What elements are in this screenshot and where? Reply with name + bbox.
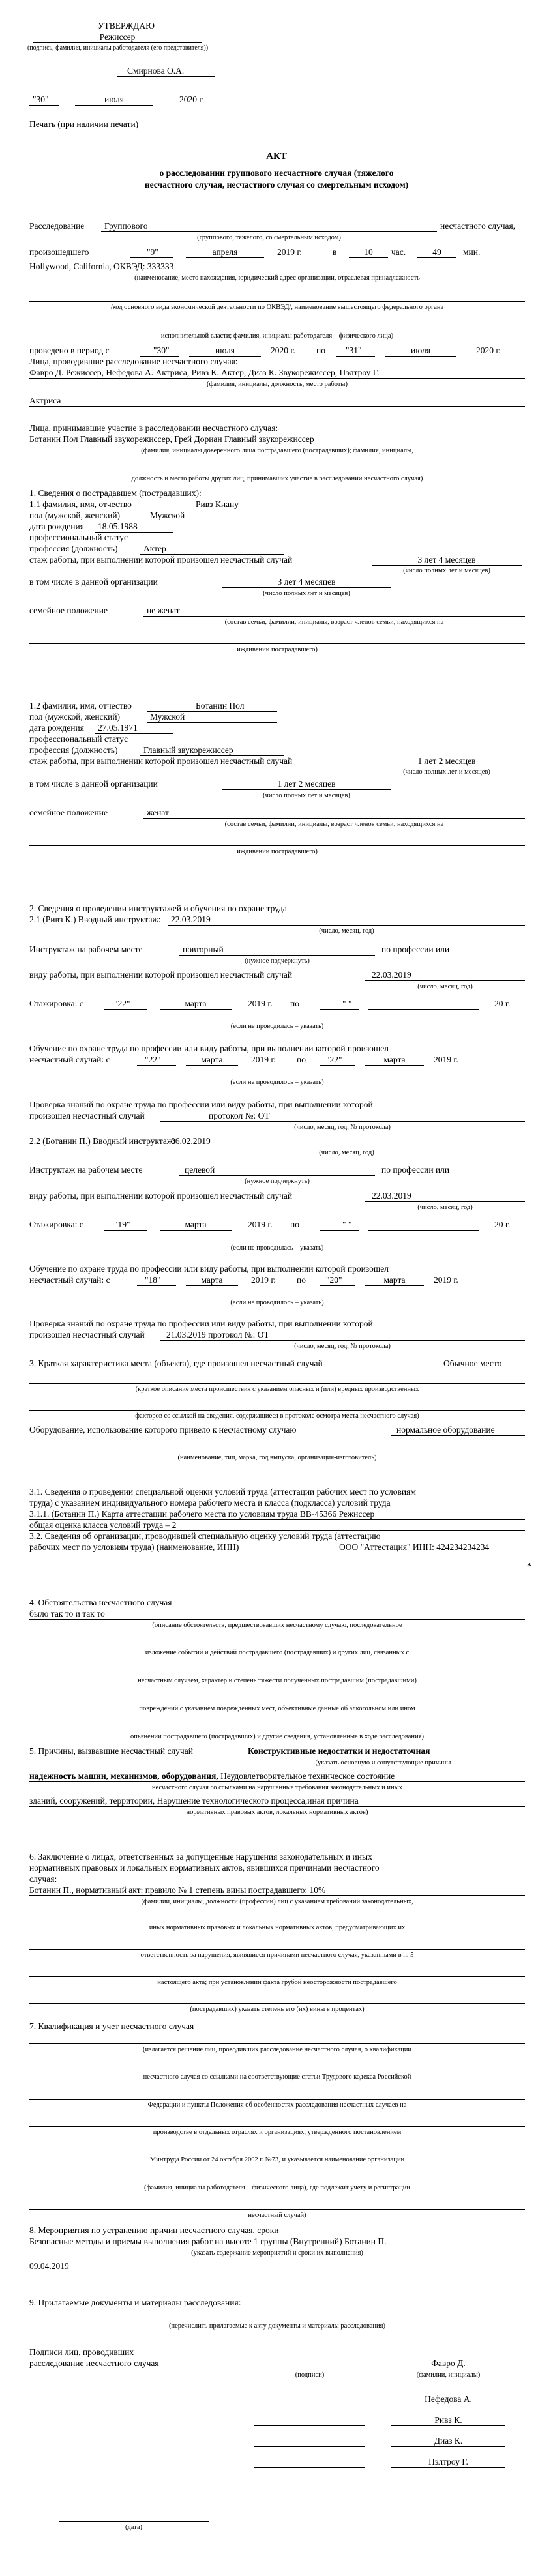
period-from-month: июля <box>215 345 235 355</box>
briefing-2-intern-month-line <box>160 1230 232 1231</box>
victim-1-birth-label: дата рождения <box>29 521 84 531</box>
briefing-2-training-caption: (если не проводилось – указать) <box>230 1299 324 1306</box>
section4-caption-2: изложение событий и действий пострадавшего (пострадавших) и других лиц, связанных с <box>145 1649 410 1656</box>
section3-line-2 <box>29 1383 525 1384</box>
approve-role: Режиссер <box>99 32 136 42</box>
briefing-1-training-day: "22" <box>145 1055 161 1064</box>
briefing-1-training-to-month: марта <box>383 1055 406 1064</box>
briefing-1-workplace-label: Инструктаж на рабочем месте <box>29 944 143 954</box>
period-to-month-line <box>385 356 456 357</box>
briefing-2-intern-to-year: 20 г. <box>494 1220 511 1229</box>
briefing-1-intern-caption: (если не проводилась – указать) <box>230 1023 324 1030</box>
briefing-1-training-to-month-line <box>365 1065 424 1066</box>
approve-name-line <box>117 76 215 77</box>
victim-1-family-caption-2: иждивении пострадавшего) <box>237 646 318 653</box>
signature-line-5 <box>254 2467 365 2468</box>
briefing-1-check-line <box>160 1121 525 1122</box>
victim-1-exp: 3 лет 4 месяцев <box>417 555 476 564</box>
victim-2-exp: 1 лет 2 месяцев <box>417 756 476 766</box>
briefing-2-workplace-label: Инструктаж на рабочем месте <box>29 1165 143 1175</box>
section8-caption: (указать содержание мероприятий и сроки их выполнения) <box>191 2249 363 2257</box>
briefing-2-training-to-day-line <box>320 1285 355 1286</box>
members-more: Актриса <box>29 396 61 405</box>
victim-2-family-caption-1: (состав семьи, фамилии, инициалы, возраст членов семьи, находящихся на <box>224 821 444 828</box>
signatory-4: Диаз К. <box>434 2436 463 2446</box>
name-caption: (фамилии, инициалы) <box>416 2371 481 2378</box>
briefing-2-training-to-month-line <box>365 1285 424 1286</box>
briefing-1-workplace-caption: (нужное подчеркнуть) <box>245 958 310 965</box>
occurred-year: 2019 г. <box>277 247 302 257</box>
victim-1-org-exp: 3 лет 4 месяцев <box>277 577 336 587</box>
occurred-label: произошедшего <box>29 247 89 257</box>
briefing-2-check-line <box>160 1340 525 1341</box>
briefing-1-kind-date: 22.03.2019 <box>372 970 411 980</box>
section7-line-7 <box>29 2209 525 2210</box>
victim-1-family-caption-1: (состав семьи, фамилии, инициалы, возраст членов семьи, находящихся на <box>224 619 444 626</box>
section6-caption-2: иных нормативных правовых и локальных нормативных актов, предусматривающих их <box>149 1924 406 1931</box>
approve-stamp: Печать (при наличии печати) <box>29 119 139 129</box>
section3-label: 3. Краткая характеристика места (объекта), где произошел несчастный случай <box>29 1358 323 1368</box>
victim-2-family-line-2 <box>29 845 525 846</box>
section9-label: 9. Прилагаемые документы и материалы расследования: <box>29 2298 241 2307</box>
participants-value: Ботанин Пол Главный звукорежиссер, Грей Дориан Главный звукорежиссер <box>29 434 314 444</box>
briefing-2-intern-to-day: " " <box>342 1220 352 1229</box>
victim-2-status-label: профессиональный статус <box>29 734 128 744</box>
briefing-1-workplace-line <box>179 955 375 956</box>
victim-2-name: Ботанин Пол <box>196 701 245 710</box>
briefing-2-kind-label: виду работы, при выполнении которой произошел несчастный случай <box>29 1191 293 1201</box>
signatures-label-2: расследование несчастного случая <box>29 2358 159 2368</box>
victim-1-name: Ривз Киану <box>196 499 239 509</box>
briefing-1-kind-caption: (число, месяц, год) <box>417 983 473 990</box>
victim-1-family-line-2 <box>29 643 525 644</box>
victim-2-org-exp: 1 лет 2 месяцев <box>277 779 336 789</box>
section8-label: 8. Мероприятия по устранению причин несчастного случая, сроки <box>29 2225 279 2235</box>
equipment-label: Оборудование, использование которого привело к несчастному случаю <box>29 1425 297 1435</box>
occurred-month-line <box>186 257 264 258</box>
section6-caption-4: настоящего акта; при установлении факта грубой неосторожности пострадавшего <box>157 1979 397 1986</box>
briefing-2-training-label-2: несчастный случай: с <box>29 1275 110 1285</box>
section7-caption-2: несчастного случая со ссылками на соответствующие статьи Трудового кодекса Российской <box>143 2073 411 2081</box>
briefing-2-check-caption: (число, месяц, год, № протокола) <box>294 1343 391 1350</box>
victim-1-exp-line <box>372 565 522 566</box>
victim-1-position-label: профессия (должность) <box>29 544 118 553</box>
briefing-1-intern-to-year: 20 г. <box>494 999 511 1008</box>
briefing-1-training-to-year: 2019 г. <box>434 1055 458 1064</box>
occurred-hour: 10 <box>364 247 373 257</box>
section9-caption: (перечислить прилагаемые к акту документы и материалы расследования) <box>169 2322 385 2330</box>
victim-2-sex: Мужской <box>150 712 185 722</box>
section6-line-3 <box>29 1949 525 1950</box>
signatory-3: Ривз К. <box>434 2415 462 2425</box>
occurred-month: апреля <box>212 247 238 257</box>
signatures-label-1: Подписи лиц, проводивших <box>29 2347 134 2357</box>
signature-caption: (подписи) <box>295 2371 325 2378</box>
section4-caption-5: опьянении пострадавшего (пострадавших) и другие сведения, установленные в ходе расследования) <box>130 1733 424 1740</box>
briefing-2-workplace: целевой <box>185 1165 215 1175</box>
okved-caption: /код основного вида экономической деятельности по ОКВЭД/, наименование вышестоящего федерального органа <box>110 304 444 311</box>
date-line <box>59 2521 209 2522</box>
section5-caption-1: (указать основную и сопутствующие причины <box>315 1759 451 1766</box>
briefing-2-intern-day-line <box>104 1230 147 1231</box>
section6-label-3: случая: <box>29 1874 57 1884</box>
briefing-1-intern-to-month-line <box>368 1009 479 1010</box>
section6-label-2: нормативных правовых и локальных нормативных актов, явившихся причинами несчастного <box>29 1863 380 1873</box>
investigation-value: Группового <box>104 221 148 231</box>
act-title: АКТ <box>266 151 287 162</box>
signatory-3-line <box>391 2425 505 2426</box>
section312: общая оценка класса условий труда – 2 <box>29 1520 177 1530</box>
occurred-day-line <box>130 257 173 258</box>
briefing-2-training-month-line <box>186 1285 238 1286</box>
victim-2-org-exp-line <box>222 789 391 790</box>
briefing-1-intern-year: 2019 г. <box>248 999 273 1008</box>
participants-caption-1: (фамилия, инициалы доверенного лица пострадавшего (пострадавших); фамилия, инициалы, <box>141 447 413 454</box>
signatory-5-line <box>391 2467 505 2468</box>
briefing-1-kind-line <box>365 980 525 981</box>
occurred-day: "9" <box>147 247 158 257</box>
briefing-2-intern-day: "19" <box>114 1220 130 1229</box>
section7-caption-7: несчастный случай) <box>248 2212 306 2219</box>
briefing-2-intro-caption: (число, месяц, год) <box>319 1149 374 1156</box>
briefing-1-training-year: 2019 г. <box>251 1055 276 1064</box>
briefing-1-training-month-line <box>186 1065 238 1066</box>
briefing-1-intro-caption: (число, месяц, год) <box>319 928 374 935</box>
victim-2-family: женат <box>147 808 169 817</box>
occurred-hour-unit: час. <box>391 247 406 257</box>
victim-2-position: Главный звукорежиссер <box>143 745 233 755</box>
section5-line-2-bold: надежность машин, механизмов, оборудования, <box>29 1771 218 1781</box>
briefing-2-training-to-year: 2019 г. <box>434 1275 458 1285</box>
members-line <box>29 378 525 379</box>
victim-1-sex: Мужской <box>150 510 185 520</box>
briefing-1-check: протокол №: ОТ <box>209 1111 270 1120</box>
briefing-2-training-to-month: марта <box>383 1275 406 1285</box>
section4-value: было так то и так то <box>29 1609 105 1618</box>
briefing-1-intro-label: 2.1 (Ривз К.) Вводный инструктаж: <box>29 915 161 924</box>
victim-1-org-exp-line <box>222 587 391 588</box>
victim-2-birth: 27.05.1971 <box>98 723 138 733</box>
briefing-2-workplace-tail: по профессии или <box>381 1165 450 1175</box>
section8-value: Безопасные методы и приемы выполнения работ на высоте 1 группы (Внутренний) Ботанин П. <box>29 2236 387 2246</box>
briefing-1-intern-to: по <box>290 999 299 1008</box>
briefing-1-training-caption: (если не проводилось – указать) <box>230 1079 324 1086</box>
section7-label: 7. Квалификация и учет несчастного случая <box>29 2021 194 2031</box>
victim-1-family-line <box>143 616 525 617</box>
briefing-2-kind-caption: (число, месяц, год) <box>417 1204 473 1211</box>
section311: 3.1.1. (Ботанин П.) Карта аттестации рабочего места по условиям труда ВВ-45366 Режиссер <box>29 1509 375 1519</box>
victim-2-position-label: профессия (должность) <box>29 745 118 755</box>
victim-1-position: Актер <box>143 544 166 553</box>
period-to-month: июля <box>411 345 430 355</box>
victim-2-exp-label: стаж работы, при выполнении которой произошел несчастный случай <box>29 756 293 766</box>
section6-line-4 <box>29 1976 525 1977</box>
section6-caption-1: (фамилии, инициалы, должности (профессии) лиц с указанием требований законодательных, <box>141 1898 413 1905</box>
section7-caption-1: (излагается решение лиц, проводивших расследование несчастного случая, о квалификации <box>142 2046 411 2053</box>
signatory-5: Пэлтроу Г. <box>428 2457 468 2466</box>
occurred-minute: 49 <box>432 247 441 257</box>
section6-line-5 <box>29 2003 525 2004</box>
section4-caption-4: повреждений с указанием поврежденных мест, объективные данные об алкогольном или ином <box>139 1705 415 1712</box>
victim-1-name-label: 1.1 фамилия, имя, отчество <box>29 499 132 509</box>
section5-caption-2: несчастного случая со ссылками на нарушенные требования законодательных и иных <box>152 1784 402 1791</box>
briefing-2-training-year: 2019 г. <box>251 1275 276 1285</box>
section5-label: 5. Причины, вызвавшие несчастный случай <box>29 1746 193 1756</box>
act-subtitle-1: о расследовании группового несчастного случая (тяжелого <box>159 168 394 178</box>
signatory-4-line <box>391 2446 505 2447</box>
briefing-1-intro-line <box>168 925 525 926</box>
victims-section-title: 1. Сведения о пострадавшем (пострадавших): <box>29 488 202 498</box>
victim-2-org-exp-caption: (число полных лет и месяцев) <box>263 792 350 799</box>
members-more-line <box>29 406 525 407</box>
briefing-1-check-label-1: Проверка знаний по охране труда по профессии или виду работы, при выполнении которой <box>29 1100 373 1109</box>
briefing-1-intern-to-day: " " <box>342 999 352 1008</box>
victim-2-birth-label: дата рождения <box>29 723 84 733</box>
briefing-2-training-month: марта <box>201 1275 223 1285</box>
section6-caption-5: (пострадавших) указать степень его (их) вины в процентах) <box>190 2006 365 2013</box>
approve-title: УТВЕРЖДАЮ <box>98 21 155 31</box>
victim-1-org-exp-caption: (число полных лет и месяцев) <box>263 590 350 597</box>
victim-1-exp-caption: (число полных лет и месяцев) <box>403 567 490 574</box>
victim-1-sex-label: пол (мужской, женский) <box>29 510 121 520</box>
period-to-year: 2020 г. <box>476 345 501 355</box>
okved-line <box>29 301 525 302</box>
period-to: по <box>316 345 325 355</box>
signature-line-3 <box>254 2425 365 2426</box>
approve-year: 2020 г <box>179 95 203 104</box>
section3-caption-2: факторов со ссылкой на сведения, содержащиеся в протоколе осмотра места несчастного случая) <box>135 1412 419 1420</box>
briefing-1-training-to-day-line <box>320 1065 355 1066</box>
signatory-2: Нефедова А. <box>425 2394 472 2404</box>
approve-month-line <box>75 105 153 106</box>
org-value: Hollywood, California, ОКВЭД: 333333 <box>29 261 174 271</box>
section7-line-3 <box>29 2099 525 2100</box>
briefing-2-training-to: по <box>297 1275 306 1285</box>
briefing-2-training-day-line <box>137 1285 176 1286</box>
briefing-2-workplace-line <box>179 1175 375 1176</box>
org-caption: (наименование, место нахождения, юридический адрес организации, отраслевая принадлежность <box>134 274 420 282</box>
briefing-1-intern-month-line <box>160 1009 232 1010</box>
victim-1-org-exp-label: в том числе в данной организации <box>29 577 158 587</box>
briefing-1-intern-day-line <box>104 1009 147 1010</box>
briefing-2-workplace-caption: (нужное подчеркнуть) <box>245 1178 310 1185</box>
section5-line-2 <box>29 1770 395 1781</box>
approve-role-line <box>33 42 202 43</box>
briefing-2-intern-caption: (если не проводилась – указать) <box>230 1244 324 1251</box>
briefing-2-intro: 06.02.2019 <box>171 1136 211 1146</box>
section6-line-1 <box>29 1895 525 1896</box>
members-caption: (фамилия, инициалы, должность, место работы) <box>207 381 348 388</box>
briefing-1-training-to: по <box>297 1055 306 1064</box>
section8-date: 09.04.2019 <box>29 2261 69 2271</box>
briefing-1-intern-to-day-line <box>320 1009 359 1010</box>
briefing-2-check: 21.03.2019 протокол №: ОТ <box>166 1330 269 1339</box>
investigation-line <box>101 231 437 232</box>
section31-line-2: труда) с указанием индивидуального номера рабочего места и класса (подкласса) условий труда <box>29 1498 391 1508</box>
date-caption: (дата) <box>125 2524 143 2531</box>
section6-value: Ботанин П., нормативный акт: правило № 1 степень вины пострадавшего: 10% <box>29 1885 326 1895</box>
briefing-1-intro: 22.03.2019 <box>171 915 211 924</box>
briefing-2-kind-date: 22.03.2019 <box>372 1191 411 1201</box>
section6-caption-3: ответственность за нарушения, явившиеся причинами несчастного случая, указанными в п. 5 <box>140 1952 414 1959</box>
briefing-1-check-label-2: произошел несчастный случай <box>29 1111 145 1120</box>
section7-caption-4: производстве в отдельных отраслях и организациях, утвержденного постановлением <box>153 2129 402 2136</box>
briefing-2-intern-label: Стажировка: с <box>29 1220 83 1229</box>
briefing-2-training-day: "18" <box>145 1275 161 1285</box>
victim-1-birth: 18.05.1988 <box>98 521 138 531</box>
section6-label-1: 6. Заключение о лицах, ответственных за допущенные нарушения законодательных и иных <box>29 1852 372 1862</box>
period-from-year: 2020 г. <box>271 345 295 355</box>
occurred-in: в <box>333 247 337 257</box>
briefing-1-training-month: марта <box>201 1055 223 1064</box>
section5-line-3-rule <box>29 1806 525 1807</box>
members-value: Фавро Д. Режиссер, Нефедова А. Актриса, Ривз К. Актер, Диаз К. Звукорежиссер, Пэлтроу Г. <box>29 368 380 377</box>
briefing-2-check-label-2: произошел несчастный случай <box>29 1330 145 1339</box>
briefing-2-kind-line <box>365 1201 525 1202</box>
briefing-1-intern-day: "22" <box>114 999 130 1008</box>
victim-2-org-exp-label: в том числе в данной организации <box>29 779 158 789</box>
approve-day-line <box>29 105 59 106</box>
victim-2-family-label: семейное положение <box>29 808 108 817</box>
occurred-minute-unit: мин. <box>463 247 481 257</box>
briefing-1-training-day-line <box>137 1065 176 1066</box>
section5-line-2-rule <box>29 1781 525 1782</box>
briefing-2-intern-to-day-line <box>320 1230 359 1231</box>
participants-caption-2: должность и место работы других лиц, принимавших участие в расследовании несчастного случая) <box>131 475 423 482</box>
victim-2-sex-line <box>147 722 277 723</box>
occurred-hour-line <box>349 257 388 258</box>
section4-line-1 <box>29 1619 525 1620</box>
briefing-2-training-to-day: "20" <box>326 1275 342 1285</box>
briefing-2-intern-month: марта <box>185 1220 207 1229</box>
members-label: Лица, проводившие расследование несчастного случая: <box>29 357 238 366</box>
section5-caption-3: нормативных правовых актов, локальных нормативных актов) <box>186 1809 368 1816</box>
victim-2-sex-label: пол (мужской, женский) <box>29 712 121 722</box>
section32-asterisk: * <box>527 1561 531 1571</box>
act-subtitle-2: несчастного случая, несчастного случая со смертельным исходом) <box>144 180 409 190</box>
participants-label: Лица, принимавшие участие в расследовании несчастного случая: <box>29 423 278 433</box>
approve-role-caption: (подпись, фамилия, инициалы работодателя (его представителя)) <box>27 44 209 51</box>
period-label: проведено в период с <box>29 345 110 355</box>
section32-line-1: 3.2. Сведения об организации, проводившей специальную оценку условий труда (аттестацию <box>29 1531 381 1541</box>
section32-line-2: рабочих мест по условиям труда) (наименование, ИНН) <box>29 1542 239 1552</box>
section7-caption-6: (фамилия, инициалы работодателя – физического лица), где подлежит учету и регистрации <box>144 2184 410 2191</box>
victim-2-name-label: 1.2 фамилия, имя, отчество <box>29 701 132 710</box>
briefing-1-training-label-1: Обучение по охране труда по профессии или виду работы, при выполнении которой произошел <box>29 1044 389 1053</box>
briefing-2-intern-to: по <box>290 1220 299 1229</box>
approve-name: Смирнова О.А. <box>127 66 185 76</box>
equipment-value: нормальное оборудование <box>396 1425 495 1435</box>
section3-value: Обычное место <box>443 1358 502 1368</box>
victim-2-exp-caption: (число полных лет и месяцев) <box>403 768 490 776</box>
signature-line-4 <box>254 2446 365 2447</box>
period-to-day-line <box>336 356 375 357</box>
section4-caption-3: несчастным случаем, характер и степень тяжести полученных пострадавшим (пострадавшими) <box>138 1677 417 1684</box>
briefing-1-training-to-day: "22" <box>326 1055 342 1064</box>
briefing-2-intern-to-month-line <box>368 1230 479 1231</box>
victim-1-family: не женат <box>147 606 180 615</box>
section3-caption-1: (краткое описание места происшествия с указанием опасных и (или) вредных производственных <box>135 1386 419 1393</box>
period-from-day: "30" <box>153 345 170 355</box>
briefing-2-training-label-1: Обучение по охране труда по профессии или виду работы, при выполнении которой произошел <box>29 1264 389 1274</box>
briefing-1-intern-month: марта <box>185 999 207 1008</box>
victim-2-family-caption-2: иждивении пострадавшего) <box>237 848 318 855</box>
equipment-line <box>391 1435 525 1436</box>
section7-caption-5: Минтруда России от 24 октября 2002 г. №73, и указывается наименование организации <box>149 2156 405 2163</box>
section5-line-3: зданий, сооружений, территории, Нарушение технологического процесса,иная причина <box>29 1796 359 1806</box>
section4-caption-1: (описание обстоятельств, предшествовавших несчастному случаю, последовательное <box>152 1622 402 1629</box>
briefing-2-intern-year: 2019 г. <box>248 1220 273 1229</box>
period-to-day: "31" <box>346 345 362 355</box>
briefing-1-intern-label: Стажировка: с <box>29 999 83 1008</box>
section7-line-1 <box>29 2043 525 2044</box>
investigation-caption: (группового, тяжелого, со смертельным исходом) <box>197 234 341 241</box>
victim-1-status-label: профессиональный статус <box>29 533 128 542</box>
victim-1-family-label: семейное положение <box>29 606 108 615</box>
approve-day: "30" <box>33 95 49 104</box>
signatory-1: Фавро Д. <box>431 2358 466 2368</box>
investigation-tail: несчастного случая, <box>440 221 516 231</box>
section4-label: 4. Обстоятельства несчастного случая <box>29 1598 172 1607</box>
section7-caption-3: Федерации и пункты Положения об особенностях расследования несчастных случаев на <box>147 2101 407 2109</box>
section5-line-2-rest: Неудовлетворительное техническое состояние <box>218 1771 395 1781</box>
section5-value: Конструктивные недостатки и недостаточная <box>248 1746 430 1756</box>
briefing-2-intro-label: 2.2 (Ботанин П.) Вводный инструктаж: <box>29 1136 175 1146</box>
briefing-1-workplace-tail: по профессии или <box>381 944 450 954</box>
exec-caption: исполнительной власти; фамилия, инициалы работодателя – физического лица) <box>160 332 394 340</box>
equipment-caption: (наименование, тип, марка, год выпуска, организация-изготовитель) <box>177 1454 377 1461</box>
briefing-1-workplace: повторный <box>183 944 224 954</box>
briefing-1-check-caption: (число, месяц, год, № протокола) <box>294 1124 391 1131</box>
victim-2-family-line <box>143 818 525 819</box>
approve-month: июля <box>104 95 124 104</box>
investigation-label: Расследование <box>29 221 85 231</box>
section3-line-3 <box>29 1410 525 1411</box>
briefing-section-title: 2. Сведения о проведении инструктажей и обучения по охране труда <box>29 903 287 913</box>
victim-1-exp-label: стаж работы, при выполнении которой произошел несчастный случай <box>29 555 293 564</box>
occurred-minute-line <box>417 257 456 258</box>
section7-line-4 <box>29 2126 525 2127</box>
section31-line-1: 3.1. Сведения о проведении специальной оценки условий труда (аттестации рабочих мест по условиям <box>29 1487 416 1497</box>
section32-value: ООО "Аттестация" ИНН: 424234234234 <box>339 1542 490 1552</box>
briefing-2-check-label-1: Проверка знаний по охране труда по профессии или виду работы, при выполнении которой <box>29 1319 373 1328</box>
briefing-1-kind-label: виду работы, при выполнении которой произошел несчастный случай <box>29 970 293 980</box>
briefing-1-training-label-2: несчастный случай: с <box>29 1055 110 1064</box>
